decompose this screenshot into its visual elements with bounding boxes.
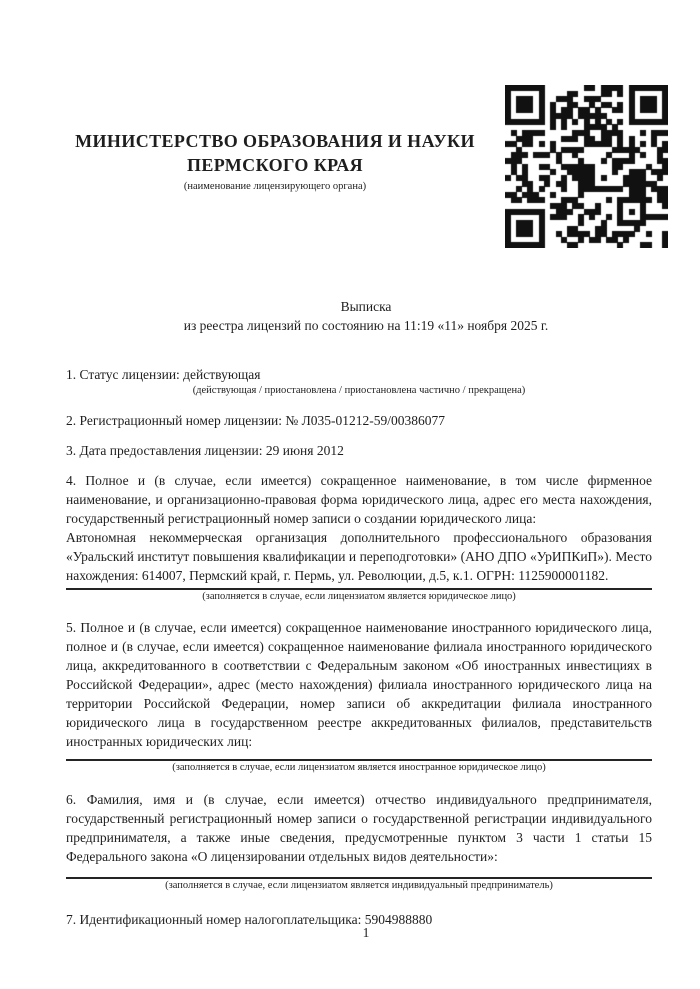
issuing-authority-name-line2: ПЕРМСКОГО КРАЯ bbox=[186, 155, 364, 175]
legal-entity-value: Автономная некоммерческая организация дополнительного профессионального образования «Уральский институт повышения квалификации и переподготовки» (АНО ДПО «УрИПКиП»). Место нахождения: 614007, Пермский край, г. Пермь, ул. Революции, д.5, к.1. ОГРН: 1125900001182. bbox=[66, 530, 652, 583]
document-body bbox=[66, 365, 652, 929]
issuing-authority-caption: (наименование лицензирующего органа) bbox=[183, 181, 367, 192]
license-status-caption: (действующая / приостановлена / приостановлена частично / прекращена) bbox=[192, 385, 526, 396]
qr-code-icon bbox=[505, 85, 668, 248]
document-title-line1: Выписка bbox=[340, 299, 392, 314]
field-legal-entity bbox=[66, 471, 652, 604]
field-foreign-entity bbox=[66, 618, 652, 775]
field-grant-date: 3. Дата предоставления лицензии: 29 июня 2012 bbox=[66, 443, 344, 458]
legal-entity-caption: (заполняется в случае, если лицензиатом является юридическое лицо) bbox=[202, 591, 516, 602]
field-license-status bbox=[66, 365, 652, 398]
individual-entrepreneur-label: 6. Фамилия, имя и (в случае, если имеется) отчество индивидуального предпринимателя, государственный регистрационный номер записи о государственной регистрации индивидуального предпринимателя, а также иные сведения, предусмотренные пунктом 3 части 1 статьи 15 Федерального закона «О лицензировании отдельных видов деятельности»: bbox=[66, 792, 652, 864]
qr-code-canvas bbox=[505, 85, 668, 248]
page-number: 1 bbox=[362, 925, 370, 940]
document-title-line2: из реестра лицензий по состоянию на 11:19 «11» ноября 2025 г. bbox=[183, 318, 549, 333]
issuing-authority-name bbox=[40, 129, 510, 177]
document-title bbox=[63, 297, 669, 335]
issuing-authority-name-line1: МИНИСТЕРСТВО ОБРАЗОВАНИЯ И НАУКИ bbox=[75, 131, 475, 151]
license-status-text: 1. Статус лицензии: действующая bbox=[66, 367, 261, 382]
individual-entrepreneur-caption: (заполняется в случае, если лицензиатом является индивидуальный предприниматель) bbox=[165, 880, 553, 891]
field-individual-entrepreneur bbox=[66, 790, 652, 893]
field-registration-number: 2. Регистрационный номер лицензии: № Л035-01212-59/00386077 bbox=[66, 413, 446, 428]
foreign-entity-caption: (заполняется в случае, если лицензиатом является иностранное юридическое лицо) bbox=[172, 762, 546, 773]
foreign-entity-label: 5. Полное и (в случае, если имеется) сокращенное наименование иностранного юридического лица, полное и (в случае, если имеется) сокращенное наименование филиала иностранного юридического лица, аккредитованного в соответствии с Федеральным законом «Об иностранных инвестициях в Российской Федерации», адрес (место нахождения) филиала иностранного юридического лица на территории Российской Федерации, номер записи об аккредитации филиала иностранного юридического лица в государственном реестре аккредитованных филиалов, представительств иностранных юридических лиц: bbox=[66, 620, 652, 749]
legal-entity-label: 4. Полное и (в случае, если имеется) сокращенное наименование, в том числе фирменное наименование, и организационно-правовая форма юридического лица, адрес его места нахождения, государственный регистрационный номер записи о создании юридического лица: bbox=[66, 473, 652, 526]
field-taxpayer-number: 7. Идентификационный номер налогоплательщика: 5904988880 bbox=[66, 912, 433, 927]
letterhead bbox=[40, 129, 510, 193]
